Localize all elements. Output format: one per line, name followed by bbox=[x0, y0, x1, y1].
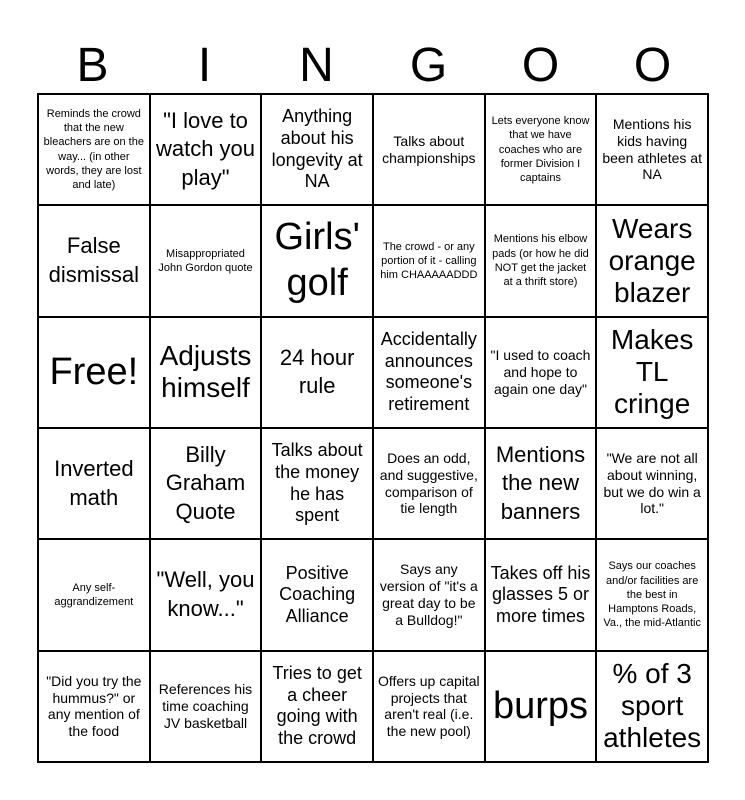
bingo-cell-text: Accidentally announces someone's retirement bbox=[380, 329, 477, 414]
bingo-cell-text: burps bbox=[492, 684, 589, 727]
header-letter: O bbox=[633, 39, 673, 92]
bingo-cell[interactable] bbox=[373, 428, 485, 539]
bingo-cell[interactable] bbox=[596, 205, 708, 316]
bingo-cell-text: "Well, you know..." bbox=[156, 567, 255, 621]
bingo-cell-text: Takes off his glasses 5 or more times bbox=[490, 562, 591, 626]
bingo-header bbox=[37, 38, 709, 94]
bingo-cell-text: Inverted math bbox=[54, 456, 134, 510]
bingo-cell[interactable] bbox=[485, 428, 597, 539]
bingo-cell[interactable] bbox=[485, 94, 597, 205]
bingo-cell[interactable] bbox=[150, 205, 262, 316]
bingo-cell-text: "I used to coach and hope to again one day" bbox=[490, 347, 591, 397]
bingo-cell-text: % of 3 sport athletes bbox=[603, 658, 702, 754]
bingo-cell-text: Reminds the crowd that the new bleachers are on the way... (in other words, they are lost and late) bbox=[43, 107, 144, 192]
bingo-cell-text: Adjusts himself bbox=[159, 340, 252, 404]
bingo-cell-text: Mentions his elbow pads (or how he did NOT get the jacket at a thrift store) bbox=[492, 233, 589, 289]
bingo-cell[interactable] bbox=[261, 205, 373, 316]
header-letter: I bbox=[197, 39, 213, 92]
bingo-cell[interactable] bbox=[38, 317, 150, 428]
bingo-cell[interactable] bbox=[261, 317, 373, 428]
bingo-cell-text: "Did you try the hummus?" or any mention of the food bbox=[46, 672, 142, 740]
bingo-cell[interactable] bbox=[485, 539, 597, 650]
bingo-cell-text: Says any version of "it's a great day to be a Bulldog!" bbox=[379, 561, 478, 628]
bingo-cell-text: Makes TL cringe bbox=[610, 324, 694, 420]
bingo-cell[interactable] bbox=[485, 205, 597, 316]
bingo-cell[interactable] bbox=[38, 539, 150, 650]
bingo-cell-text: Offers up capital projects that aren't real (i.e. the new pool) bbox=[377, 672, 480, 740]
bingo-cell-text: Girls' golf bbox=[274, 216, 360, 304]
bingo-cell-text: Misappropriated John Gordon quote bbox=[158, 247, 253, 274]
bingo-cell[interactable] bbox=[261, 651, 373, 762]
bingo-cell-text: Talks about championships bbox=[382, 132, 476, 166]
bingo-cell-text: Says our coaches and/or facilities are the best in Hamptons Roads, Va., the mid-Atlantic bbox=[603, 560, 701, 630]
bingo-cell[interactable] bbox=[38, 94, 150, 205]
bingo-cell[interactable] bbox=[596, 428, 708, 539]
bingo-cell[interactable] bbox=[596, 539, 708, 650]
bingo-cell-text: The crowd - or any portion of it - calling him CHAAAAADDD bbox=[380, 240, 478, 282]
bingo-cell[interactable] bbox=[150, 539, 262, 650]
header-letter: N bbox=[299, 39, 335, 92]
bingo-cell[interactable] bbox=[596, 651, 708, 762]
bingo-cell[interactable] bbox=[261, 94, 373, 205]
bingo-board bbox=[37, 93, 709, 763]
bingo-cell[interactable] bbox=[596, 94, 708, 205]
bingo-cell-text: Billy Graham Quote bbox=[165, 441, 246, 524]
bingo-cell-text: "I love to watch you play" bbox=[155, 107, 256, 190]
bingo-cell[interactable] bbox=[150, 317, 262, 428]
bingo-cell[interactable] bbox=[373, 539, 485, 650]
bingo-cell-text: Free! bbox=[49, 350, 139, 393]
bingo-cell[interactable] bbox=[150, 651, 262, 762]
bingo-cell[interactable] bbox=[38, 205, 150, 316]
bingo-cell-text: Anything about his longevity at NA bbox=[271, 106, 363, 192]
bingo-cell-text: False dismissal bbox=[48, 233, 140, 287]
bingo-cell[interactable] bbox=[261, 539, 373, 650]
bingo-cell[interactable] bbox=[485, 317, 597, 428]
bingo-cell[interactable] bbox=[150, 428, 262, 539]
bingo-cell[interactable] bbox=[373, 651, 485, 762]
bingo-cell[interactable] bbox=[373, 317, 485, 428]
bingo-cell[interactable] bbox=[485, 651, 597, 762]
bingo-cell[interactable] bbox=[38, 428, 150, 539]
header-letter: G bbox=[409, 39, 449, 92]
bingo-cell[interactable] bbox=[150, 94, 262, 205]
header-letter: B bbox=[76, 39, 110, 92]
bingo-cell-text: Does an odd, and suggestive, comparison of tie length bbox=[379, 450, 478, 517]
bingo-cell-text: Talks about the money he has spent bbox=[271, 440, 363, 526]
bingo-cell-text: References his time coaching JV basketball bbox=[158, 681, 253, 731]
bingo-cell-text: 24 hour rule bbox=[279, 344, 355, 399]
bingo-cell[interactable] bbox=[373, 94, 485, 205]
header-letter: O bbox=[521, 39, 561, 92]
bingo-cell[interactable] bbox=[373, 205, 485, 316]
bingo-cell-text: Tries to get a cheer going with the crowd bbox=[272, 663, 362, 748]
bingo-cell-text: Mentions his kids having been athletes at NA bbox=[602, 116, 702, 183]
bingo-cell-text: Lets everyone know that we have coaches who are former Division I captains bbox=[491, 114, 590, 185]
bingo-cell[interactable] bbox=[38, 651, 150, 762]
bingo-cell[interactable] bbox=[596, 317, 708, 428]
bingo-cell[interactable] bbox=[261, 428, 373, 539]
bingo-cell-text: Positive Coaching Alliance bbox=[279, 562, 356, 626]
bingo-cell-text: Any self-aggrandizement bbox=[54, 581, 134, 608]
bingo-cell-text: "We are not all about winning, but we do win a lot." bbox=[603, 450, 701, 517]
bingo-cell-text: Wears orange blazer bbox=[608, 212, 696, 309]
bingo-cell-text: Mentions the new banners bbox=[495, 441, 586, 524]
